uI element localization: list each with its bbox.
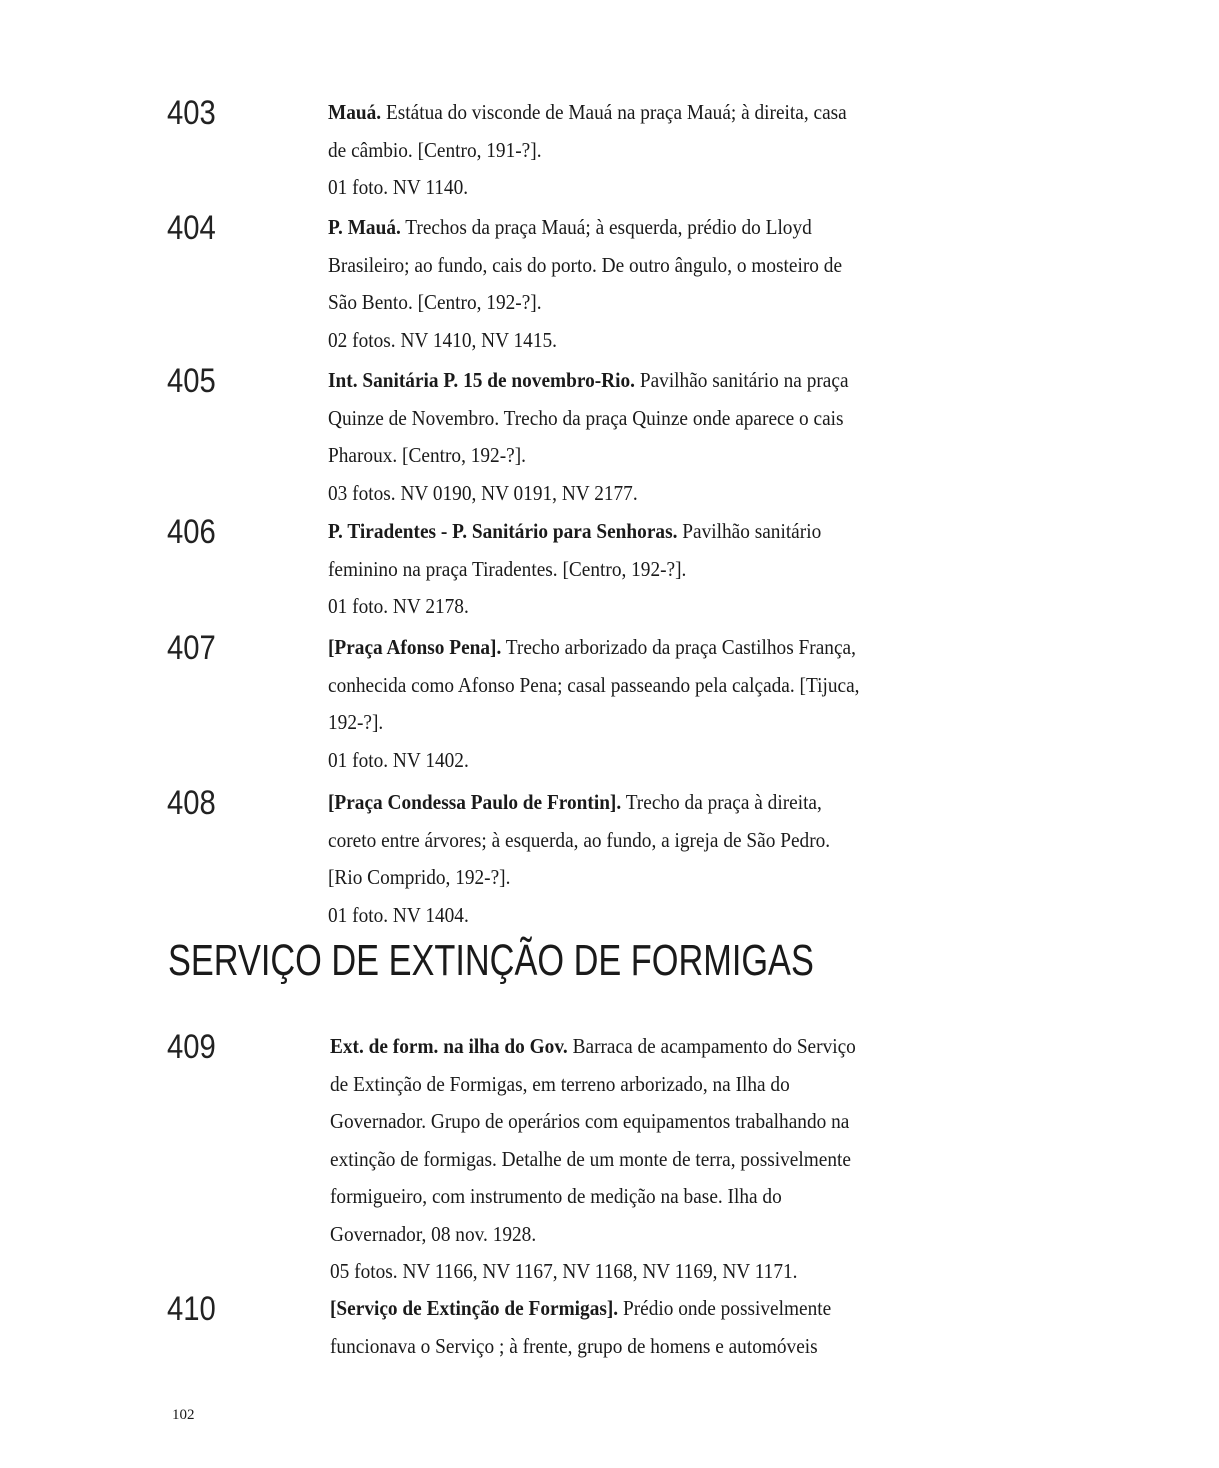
entry-line: Ext. de form. na ilha do Gov. Barraca de acampamento do Serviço [330,1034,856,1058]
entry-text [328,94,880,207]
page-number: 102 [172,1407,195,1423]
entry-line: Brasileiro; ao fundo, cais do porto. De outro ângulo, o mosteiro de [328,252,843,277]
entry-line: [Serviço de Extinção de Formigas]. Prédio onde possivelmente [330,1296,832,1320]
entry-number: 405 [167,362,216,400]
entry-line: Int. Sanitária P. 15 de novembro-Rio. Pavilhão sanitário na praça [328,368,849,392]
entry-number: 410 [167,1290,216,1328]
entry-line: Governador. Grupo de operários com equipamentos trabalhando na [330,1109,850,1133]
entry-text [328,513,880,626]
entry-number: 403 [167,94,216,132]
entry-text [330,1028,882,1291]
entry-line: formigueiro, com instrumento de medição na base. Ilha do [330,1184,782,1208]
entry-photos: 05 fotos. NV 1166, NV 1167, NV 1168, NV 1169, NV 1171. [330,1259,798,1283]
entry-line: [Rio Comprido, 192-?]. [328,865,511,889]
entry-photos: 01 foto. NV 2178. [328,594,469,618]
entry-line: coreto entre árvores; à esquerda, ao fundo, a igreja de São Pedro. [328,827,831,852]
entry-line: São Bento. [Centro, 192-?]. [328,290,542,314]
entry-line: feminino na praça Tiradentes. [Centro, 192-?]. [328,556,687,581]
entry-number: 407 [167,629,216,667]
entry-number: 409 [167,1028,216,1066]
entry-title: [Praça Afonso Pena]. [328,635,502,659]
entry-text [328,784,880,934]
section-title: SERVIÇO DE EXTINÇÃO DE FORMIGAS [168,936,814,985]
entry-line: P. Mauá. Trechos da praça Mauá; à esquerda, prédio do Lloyd [328,215,812,239]
entry-line: [Praça Afonso Pena]. Trecho arborizado da praça Castilhos França, [328,635,856,659]
entry-line: P. Tiradentes - P. Sanitário para Senhoras. Pavilhão sanitário [328,519,822,543]
entry-line: de câmbio. [Centro, 191-?]. [328,137,542,162]
entry-text [328,629,880,779]
entry-title: Mauá. [328,100,382,124]
entry-number: 406 [167,513,216,551]
entry-line: 192-?]. [328,710,384,734]
entry-photos: 02 fotos. NV 1410, NV 1415. [328,327,557,352]
entry-line: funcionava o Serviço ; à frente, grupo de homens e automóveis [330,1333,818,1358]
entry-line: de Extinção de Formigas, em terreno arborizado, na Ilha do [330,1071,790,1096]
entry-line: Mauá. Estátua do visconde de Mauá na praça Mauá; à direita, casa [328,100,847,124]
entry-photos: 01 foto. NV 1402. [328,747,469,772]
entry-line: Governador, 08 nov. 1928. [330,1221,537,1246]
entry-title: P. Tiradentes - P. Sanitário para Senhoras. [328,519,678,543]
entry-line: [Praça Condessa Paulo de Frontin]. Trecho da praça à direita, [328,790,822,814]
entry-text [328,209,880,359]
entry-title: [Praça Condessa Paulo de Frontin]. [328,790,622,814]
entry-photos: 01 foto. NV 1140. [328,175,469,199]
entry-title: Int. Sanitária P. 15 de novembro-Rio. [328,368,636,392]
entry-text [328,362,880,512]
entry-line: Pharoux. [Centro, 192-?]. [328,443,526,467]
entry-line: extinção de formigas. Detalhe de um monte de terra, possivelmente [330,1146,851,1171]
entry-line: Quinze de Novembro. Trecho da praça Quinze onde aparece o cais [328,405,844,430]
entry-photos: 01 foto. NV 1404. [328,902,469,927]
entry-line: conhecida como Afonso Pena; casal passeando pela calçada. [Tijuca, [328,672,860,697]
entry-title: [Serviço de Extinção de Formigas]. [330,1296,619,1320]
entry-number: 408 [167,784,216,822]
entry-number: 404 [167,209,216,247]
entry-text [330,1290,882,1365]
entry-photos: 03 fotos. NV 0190, NV 0191, NV 2177. [328,480,638,505]
entry-title: Ext. de form. na ilha do Gov. [330,1034,568,1058]
entry-title: P. Mauá. [328,215,401,239]
